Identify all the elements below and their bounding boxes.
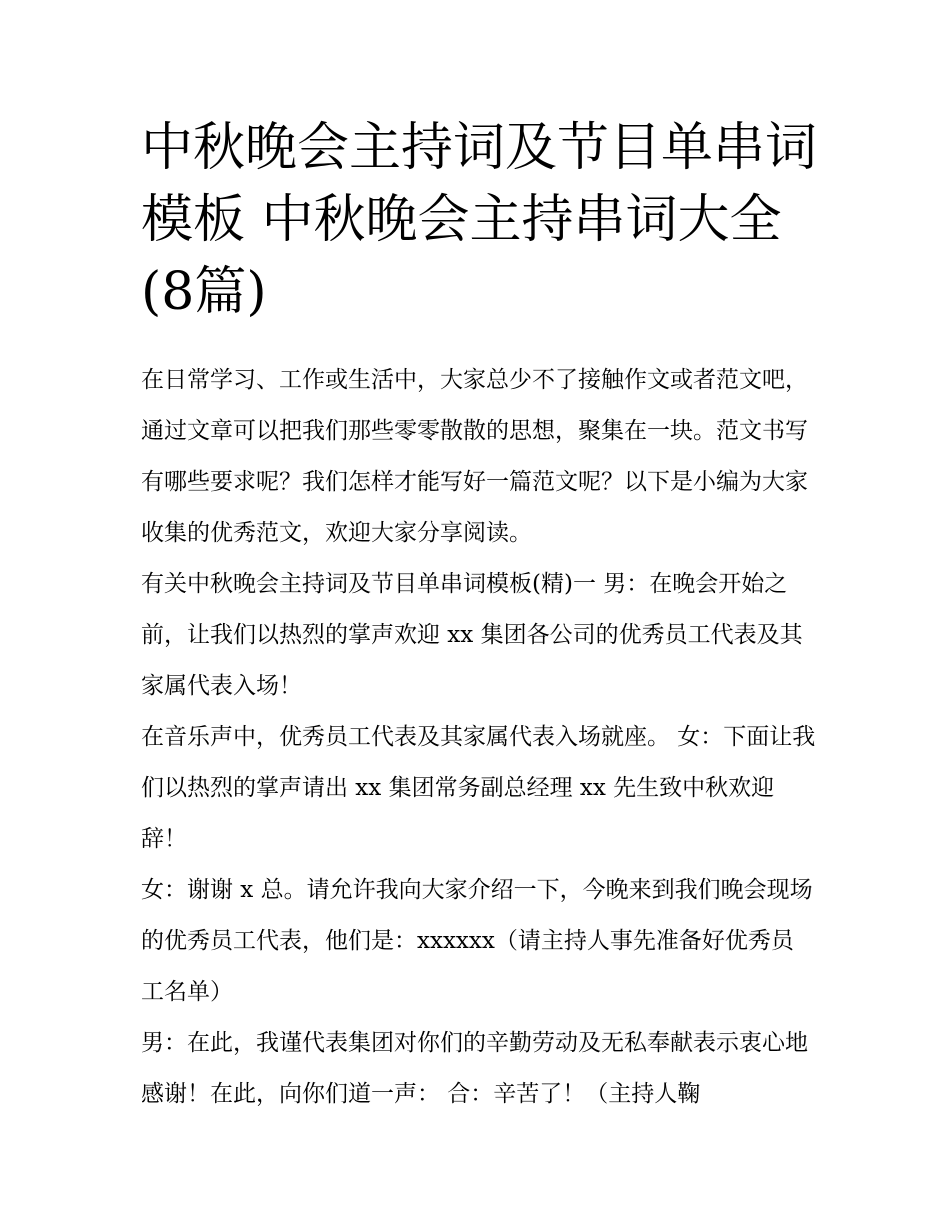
paragraph: 在日常学习、工作或生活中，大家总少不了接触作文或者范文吧，通过文章可以把我们那些零零散散的思想，聚集在一块。范文书写有哪些要求呢？我们怎样才能写好一篇范文呢？以下是小编为大家收集的优秀范文，欢迎大家分享阅读。 — [141, 367, 808, 546]
document-body — [141, 355, 816, 1120]
document-title: 中秋晚会主持词及节目单串词模板 中秋晚会主持串词大全(8篇) — [141, 118, 818, 322]
paragraph: 在音乐声中，优秀员工代表及其家属代表入场就座。 女：下面让我们以热烈的掌声请出 xx 集团常务副总经理 xx 先生致中秋欢迎辞！ — [141, 724, 816, 852]
paragraph: 有关中秋晚会主持词及节目单串词模板(精)一 男：在晚会开始之前，让我们以热烈的掌声欢迎 xx 集团各公司的优秀员工代表及其家属代表入场！ — [141, 571, 803, 699]
paragraph: 男：在此，我谨代表集团对你们的辛勤劳动及无私奉献表示衷心地感谢！在此，向你们道一声： 合：辛苦了！（主持人鞠 — [141, 1030, 808, 1107]
paragraph: 女：谢谢 x 总。请允许我向大家介绍一下，今晚来到我们晚会现场的优秀员工代表，他们是：xxxxxx（请主持人事先准备好优秀员工名单） — [141, 877, 813, 1005]
